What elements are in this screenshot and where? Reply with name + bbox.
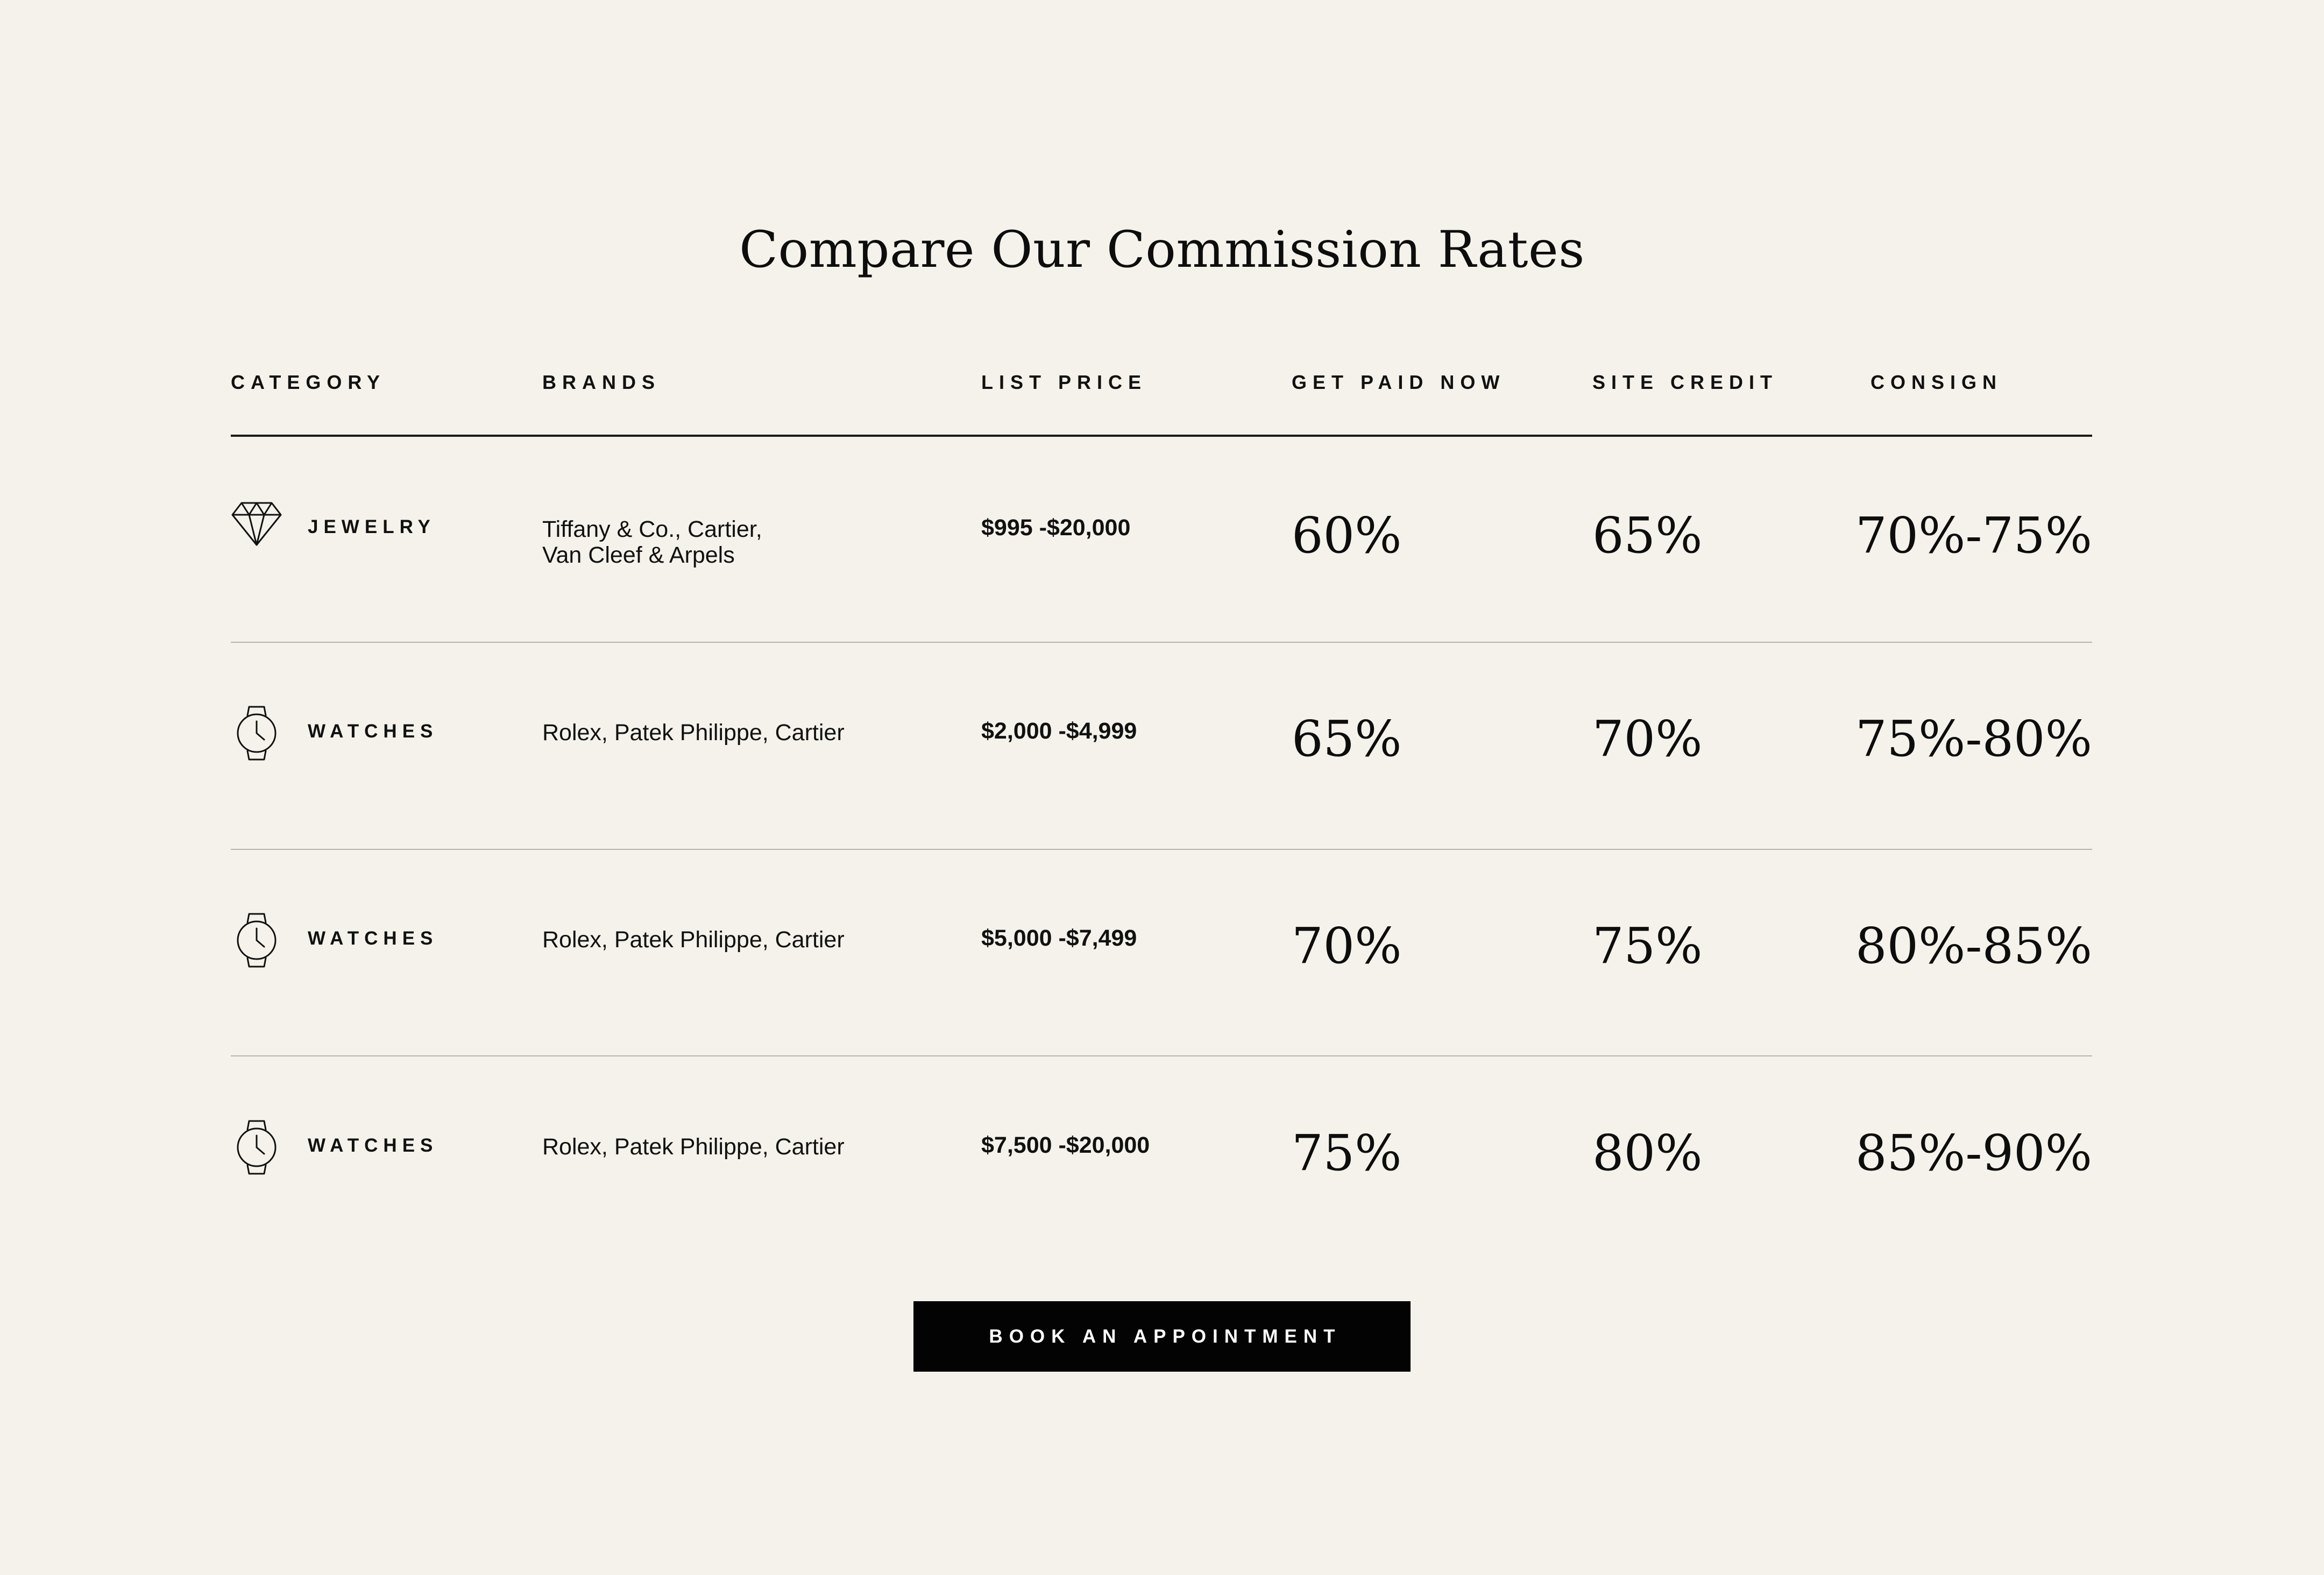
row-divider [231,1055,2092,1056]
get-paid-now-rate: 70% [1292,917,1402,975]
consign-rate: 80%-85% [1855,917,2092,975]
table-header [231,373,2092,394]
brands-text [542,1134,845,1160]
get-paid-now-rate: 75% [1292,1124,1402,1182]
row-divider [231,849,2092,850]
header-divider [231,435,2092,437]
get-paid-now-rate: 60% [1292,507,1402,564]
brands-text [542,516,762,568]
table-row [231,912,2092,1052]
header-consign: CONSIGN [1870,371,2003,393]
header-get-paid-now: GET PAID NOW [1292,371,1506,393]
site-credit-rate: 70% [1592,710,1703,768]
site-credit-rate: 65% [1592,507,1703,564]
brands-line: Rolex, Patek Philippe, Cartier [542,1134,845,1160]
brands-text [542,720,845,746]
brands-line: Van Cleef & Arpels [542,542,735,568]
consign-rate: 70%-75% [1855,507,2092,564]
watch-icon [231,1119,282,1178]
book-appointment-button[interactable]: BOOK AN APPOINTMENT [913,1301,1411,1372]
consign-rate: 85%-90% [1855,1124,2092,1182]
category-label: WATCHES [308,721,438,742]
category-label: JEWELRY [308,516,436,537]
brands-line: Rolex, Patek Philippe, Cartier [542,720,845,746]
watch-icon [231,705,282,764]
site-credit-rate: 75% [1592,917,1703,975]
brands-line: Rolex, Patek Philippe, Cartier [542,927,845,953]
header-site-credit: SITE CREDIT [1592,371,1779,393]
header-list-price: LIST PRICE [981,371,1147,393]
list-price: $995 -$20,000 [981,515,1131,541]
table-row [231,1119,2092,1259]
header-brands: BRANDS [542,371,661,393]
category-label: WATCHES [308,1135,438,1156]
list-price: $7,500 -$20,000 [981,1132,1150,1158]
consign-rate: 75%-80% [1855,710,2092,768]
list-price: $2,000 -$4,999 [981,718,1137,744]
row-divider [231,642,2092,643]
site-credit-rate: 80% [1592,1124,1703,1182]
table-row [231,501,2092,641]
page-title: Compare Our Commission Rates [739,220,1585,279]
category-label: WATCHES [308,928,438,949]
table-row [231,705,2092,845]
brands-line: Tiffany & Co., Cartier, [542,516,762,542]
diamond-icon [231,501,282,561]
brands-text [542,927,845,953]
header-category: CATEGORY [231,371,386,393]
list-price: $5,000 -$7,499 [981,925,1137,951]
watch-icon [231,912,282,971]
get-paid-now-rate: 65% [1292,710,1402,768]
